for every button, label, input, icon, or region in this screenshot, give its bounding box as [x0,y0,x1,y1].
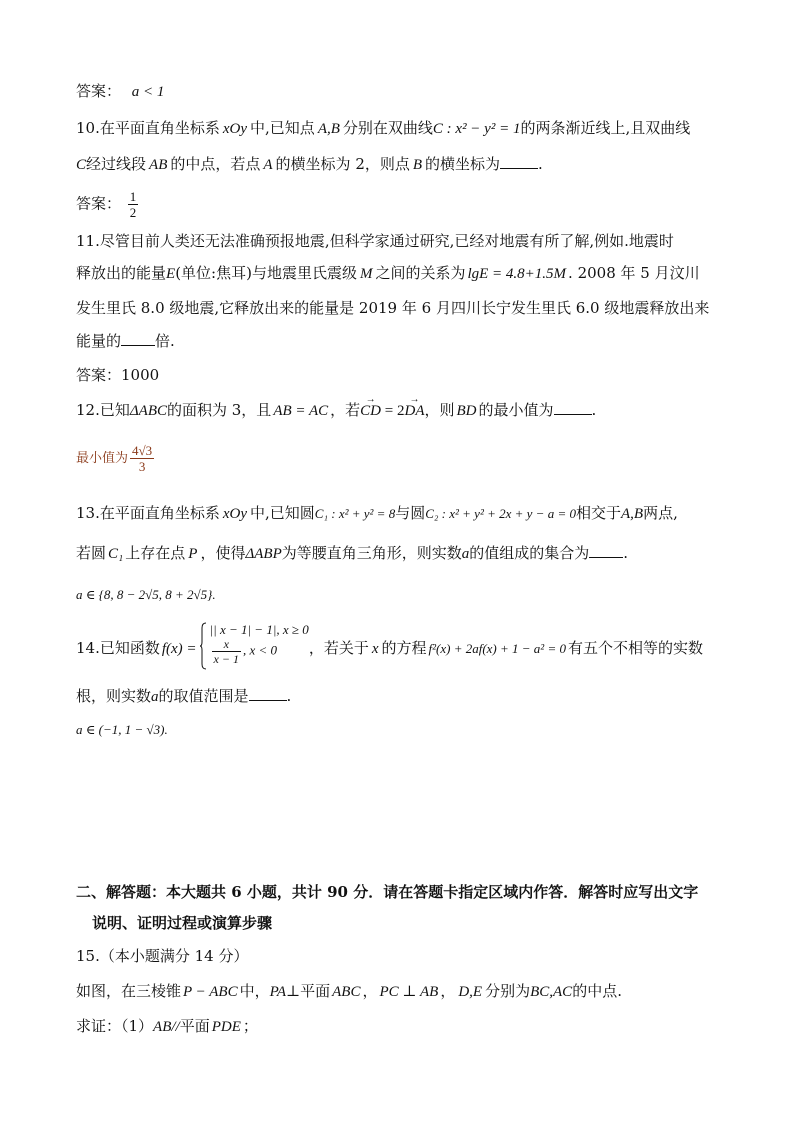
q11-line2: 释放出的能量E(单位:焦耳)与地震里氏震级 M 之间的关系为 lgE = 4.8+1.5M . 2008 年 5 月汶川 [76,264,700,282]
q15-line1: 如图，在三棱锥 P − ABC 中，PA⊥平面 ABC ， PC ⊥ AB ， D,E 分别为BC,AC的中点. [76,982,622,1000]
piece-case-1: || x − 1| − 1|, x ≥ 0 [209,622,309,638]
section-heading-cont: 说明、证明过程或演算步骤 [92,914,273,932]
q13-answer-blank[interactable] [589,543,623,558]
q12-answer-fraction: $\frac{4√3}{3}$ [132,443,153,474]
piece-case-2: $\frac{x}{x - 1}$ , x < 0 [213,637,278,667]
piecewise-function [199,622,309,675]
q13-line1: 13.在平面直角坐标系 xOy 中,已知圆C₁ : x² + y² = 8与圆C₂ : x² + y² + 2x + y − a = 0相交于A,B两点, [76,504,678,522]
q10-line2: C经过线段 AB 的中点，若点 A 的横坐标为 2，则点 B 的横坐标为 . [76,155,543,173]
q11-line3: 发生里氏 8.0 级地震,它释放出来的能量是 2019 年 6 月四川长宁发生里氏 6.0 级地震释放出来 [76,299,710,317]
q11-answer-blank[interactable] [121,331,155,346]
q13-answer: a ∈ {8, 8 − 2√5, 8 + 2√5}. [76,587,216,602]
q15-line2: 求证：（1）AB//平面 PDE ； [76,1017,258,1035]
q10-answer-fraction: $\frac{1}{2}$ [129,189,137,220]
q10-answer: 答案： $\frac{1}{2}$ [76,189,137,220]
q14-line2: 根，则实数a的取值范围是 . [76,687,292,705]
q11-answer: 答案：1000 [76,366,160,384]
vector-da: → DA [404,401,424,421]
q11-line4: 能量的 倍. [76,332,175,350]
q12-answer-blank[interactable] [554,400,592,415]
q14-answer-blank[interactable] [249,686,287,701]
left-brace-icon [199,622,207,670]
q12-answer: 最小值为 $\frac{4√3}{3}$ [76,443,153,474]
q11-line1: 11.尽管目前人类还无法准确预报地震,但科学家通过研究,已经对地震有所了解,例如.地震时 [76,232,674,250]
section-heading: 二、解答题：本大题共 6 小题，共计 90 分．请在答题卡指定区域内作答．解答时应写出文字 [76,883,699,901]
q10-line1: 10.在平面直角坐标系 xOy 中,已知点 A,B 分别在双曲线C : x² − y² = 1的两条渐近线上,且双曲线 [76,119,691,137]
q14-line1: 14.已知函数 f(x) = || x − 1| − 1|, x ≥ 0 $\frac{x}{x - 1}$ , x < 0 ，若关于 x 的方程 f²(x) + 2af(x) + 1 − a² = 0 有五个不相等的实数 [76,622,703,676]
q13-line2: 若圆 C₁ 上存在点 P ，使得ΔABP为等腰直角三角形，则实数a的值组成的集合为 . [76,544,629,562]
answer-prev: 答案： a < 1 [76,82,165,100]
q10-answer-blank[interactable] [500,154,538,169]
vector-cd: → CD [360,401,381,421]
q14-answer: a ∈ (−1, 1 − √3). [76,722,168,737]
q12-line1: 12.已知ΔABC的面积为 3，且 AB = AC ，若→ CD = 2→ DA，则 BD 的最小值为 . [76,400,596,421]
q15-header: 15.（本小题满分 14 分） [76,947,249,965]
